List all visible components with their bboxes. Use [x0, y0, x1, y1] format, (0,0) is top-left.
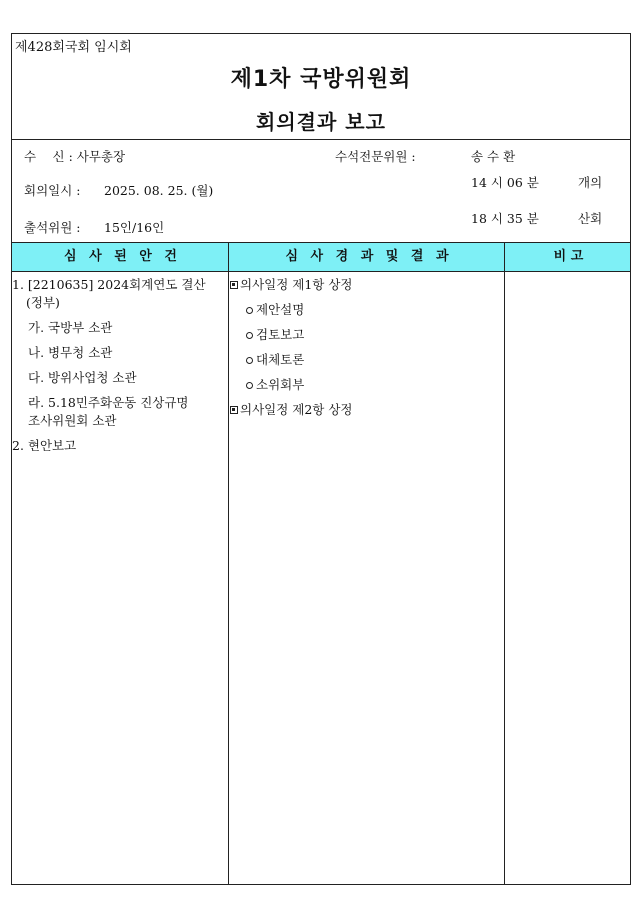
page-title: 제1차 국방위원회 — [230, 67, 412, 92]
column-divider — [228, 242, 229, 884]
divider — [12, 139, 630, 140]
agenda-sub-item: 다. 방위사업청 소관 — [28, 370, 137, 385]
progress-cell — [230, 276, 500, 426]
header-agenda: 심 사 된 안 건 — [64, 249, 177, 264]
header-progress: 심 사 경 과 및 결 과 — [285, 249, 449, 264]
attendance-label: 출석위원 : — [24, 220, 81, 235]
close-label: 산회 — [578, 211, 603, 226]
agenda-cell — [12, 276, 226, 462]
agenda-item: 1. [2210635] 2024회계연도 결산 — [12, 277, 206, 292]
report-frame — [11, 33, 631, 885]
page-subtitle: 회의결과 보고 — [256, 110, 386, 134]
progress-step: 제안설명 — [230, 301, 500, 319]
agenda-sub-item: 라. 5.18민주화운동 진상규명 — [28, 395, 189, 410]
progress-agenda: 의사일정 제1항 상정 — [230, 276, 500, 294]
agenda-item: 2. 현안보고 — [12, 438, 77, 453]
circle-bullet-icon — [246, 357, 253, 364]
progress-step: 대체토론 — [230, 351, 500, 369]
agenda-sub-item-cont: 조사위원회 소관 — [28, 413, 117, 428]
date-label: 회의일시 : — [24, 183, 81, 198]
circle-bullet-icon — [246, 307, 253, 314]
date-value: 2025. 08. 25. (월) — [104, 183, 214, 198]
table-header — [12, 242, 630, 272]
progress-step: 검토보고 — [230, 326, 500, 344]
agenda-sub-item: 가. 국방부 소관 — [28, 320, 113, 335]
recipient: 수 신 : 사무총장 — [24, 149, 126, 164]
header-remarks: 비 고 — [553, 249, 584, 264]
senior-name: 송 수 환 — [471, 149, 516, 164]
square-bullet-icon — [230, 281, 238, 289]
session-label: 제428회국회 임시회 — [15, 40, 132, 55]
square-bullet-icon — [230, 406, 238, 414]
senior-label: 수석전문위원 : — [335, 149, 416, 164]
open-label: 개의 — [578, 175, 603, 190]
circle-bullet-icon — [246, 382, 253, 389]
column-divider — [504, 242, 505, 884]
circle-bullet-icon — [246, 332, 253, 339]
progress-agenda: 의사일정 제2항 상정 — [230, 401, 500, 419]
progress-step: 소위회부 — [230, 376, 500, 394]
agenda-sub-item: 나. 병무청 소관 — [28, 345, 113, 360]
agenda-item-cont: (정부) — [26, 295, 60, 310]
attendance-value: 15인/16인 — [104, 220, 165, 235]
open-time: 14 시 06 분 — [471, 175, 539, 190]
close-time: 18 시 35 분 — [471, 211, 539, 226]
